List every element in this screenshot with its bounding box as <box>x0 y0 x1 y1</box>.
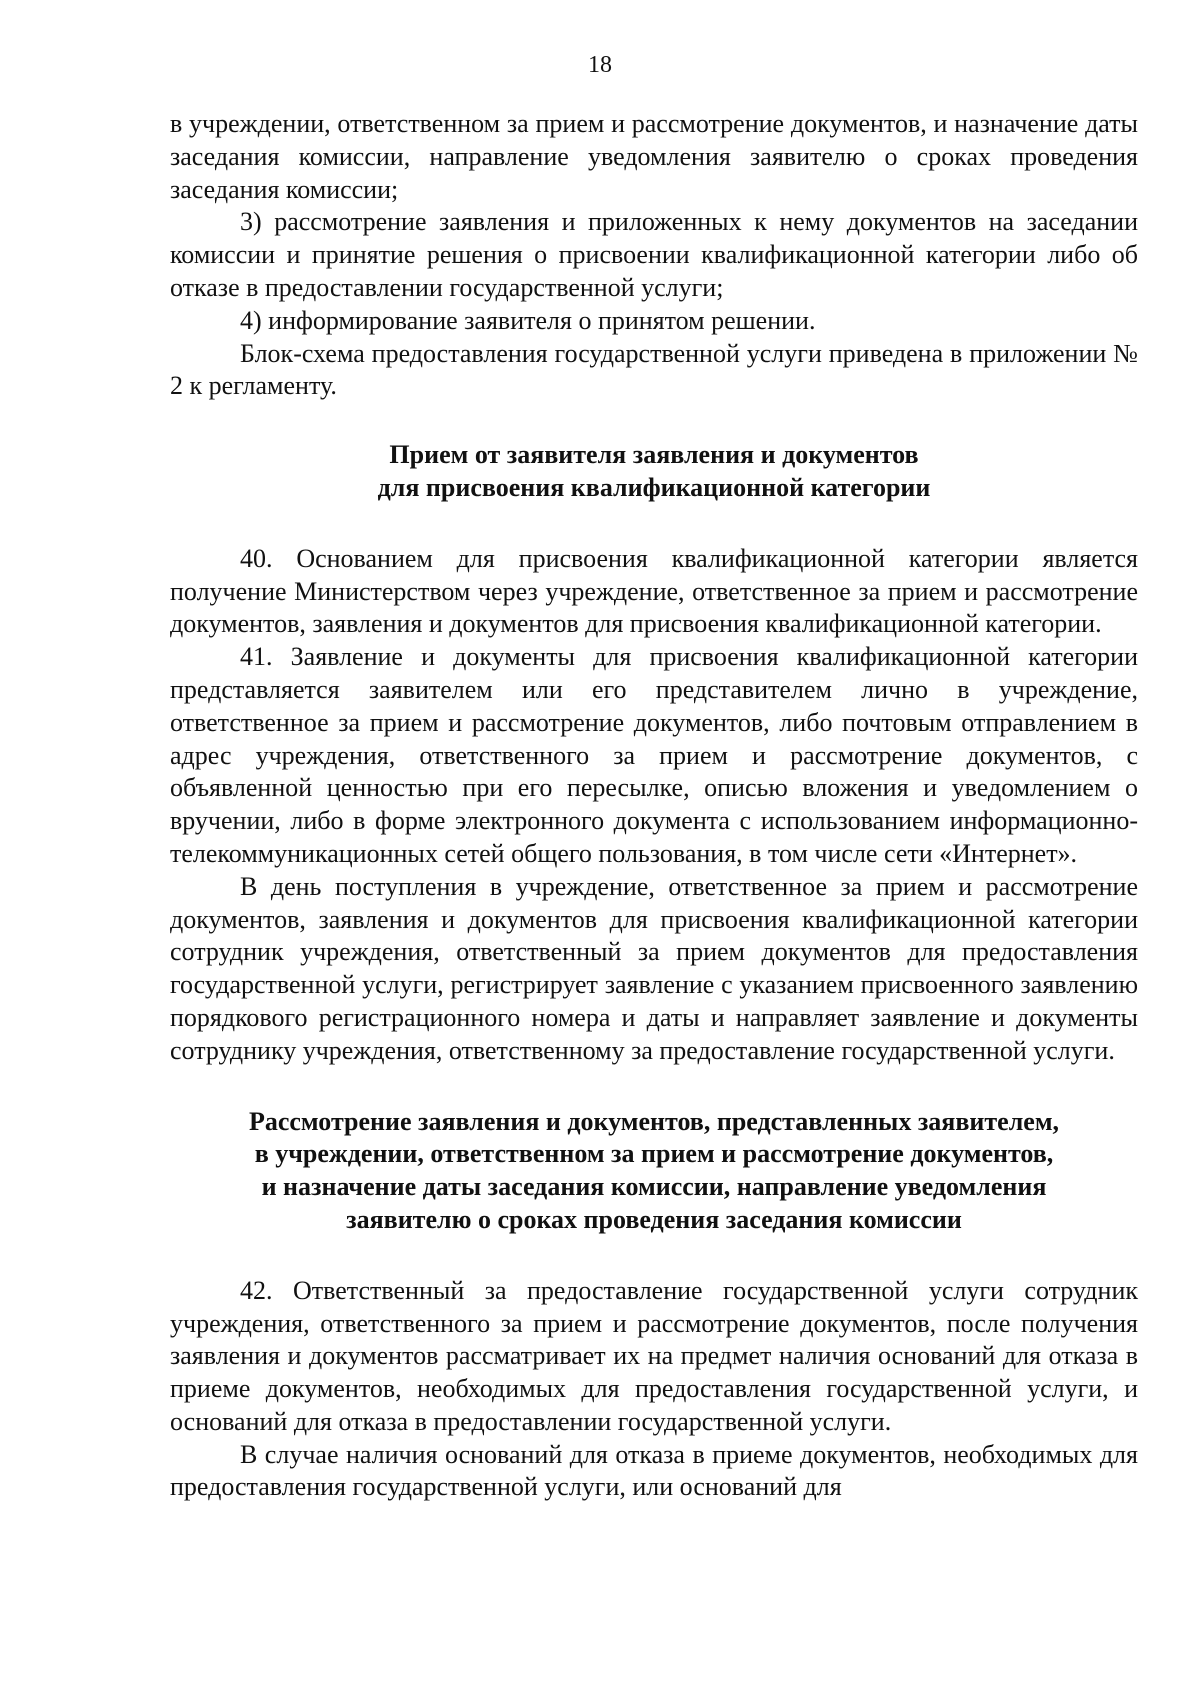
paragraph-item-4: 4) информирование заявителя о принятом решении. <box>240 305 816 335</box>
paragraph-intro-continuation: в учреждении, ответственном за прием и рассмотрение документов, и назначение даты заседания комиссии, направление уведомления заявителю о сроках проведения заседания комиссии; <box>170 109 1138 204</box>
paragraph-42: 42. Ответственный за предоставление государственной услуги сотрудник учреждения, ответственного за прием и рассмотрение документов, после получения заявления и документов рассматривает их на предмет наличия оснований для отказа в приеме документов, необходимых для предоставления государственной услуги, и оснований для отказа в предоставлении государственной услуги. <box>170 1275 1138 1436</box>
paragraph-41: 41. Заявление и документы для присвоения квалификационной категории представляется заявителем или его представителем лично в учреждение, ответственное за прием и рассмотрение документов, либо почтовым отправлением в адрес учреждения, ответственного за прием и рассмотрение документов, с объявленной ценностью при его пересылке, описью вложения и уведомлением о вручении, либо в форме электронного документа с использованием информационно-телекоммуникационных сетей общего пользования, в том числе сети «Интернет». <box>170 642 1138 868</box>
heading-line: для присвоения квалификационной категории <box>377 472 931 502</box>
document-body <box>170 108 1138 1504</box>
paragraph-40: 40. Основанием для присвоения квалификационной категории является получение Министерством через учреждение, ответственное за прием и рассмотрение документов, заявления и документов для присвоения квалификационной категории. <box>170 543 1138 639</box>
paragraph-41-registration: В день поступления в учреждение, ответственное за прием и рассмотрение документов, заявления и документов для присвоения квалификационной категории сотрудник учреждения, ответственный за прием документов для предоставления государственной услуги, регистрирует заявление с указанием присвоенного заявлению порядкового регистрационного номера и даты и направляет заявление и документы сотруднику учреждения, ответственному за предоставление государственной услуги. <box>170 871 1138 1065</box>
paragraph-42-refusal-grounds: В случае наличия оснований для отказа в приеме документов, необходимых для предоставления государственной услуги, или оснований для <box>170 1439 1138 1502</box>
heading-line: и назначение даты заседания комиссии, направление уведомления <box>261 1172 1047 1202</box>
heading-line: в учреждении, ответственном за прием и рассмотрение документов, <box>254 1139 1054 1169</box>
heading-line: заявителю о сроках проведения заседания комиссии <box>346 1204 962 1234</box>
heading-line: Прием от заявителя заявления и документов <box>389 440 919 470</box>
heading-line: Рассмотрение заявления и документов, представленных заявителем, <box>248 1106 1060 1136</box>
page-number: 18 <box>588 52 612 78</box>
paragraph-item-3: 3) рассмотрение заявления и приложенных к нему документов на заседании комиссии и принятие решения о присвоении квалификационной категории либо об отказе в предоставлении государственной услуги; <box>170 207 1138 302</box>
section-heading-review-of-application <box>170 1106 1138 1237</box>
section-heading-application-intake <box>170 439 1138 505</box>
paragraph-block-scheme: Блок-схема предоставления государственной услуги приведена в приложении № 2 к регламенту. <box>170 338 1138 401</box>
